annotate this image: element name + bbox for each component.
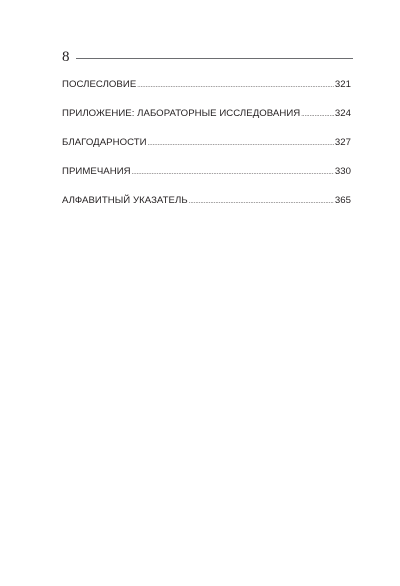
toc-dot-leader [132,166,334,180]
toc-entry-afterword[interactable] [62,78,351,92]
header-rule [76,58,353,59]
toc-entry-title: ПРИЛОЖЕНИЕ: ЛАБОРАТОРНЫЕ ИССЛЕДОВАНИЯ [62,108,301,119]
toc-entry-title: ПРИМЕЧАНИЯ [62,166,131,177]
toc-entry-acknowledgments[interactable] [62,136,351,150]
toc-dot-leader [148,137,334,151]
toc-entry-title: ПОСЛЕСЛОВИЕ [62,79,137,90]
toc-dot-leader [301,108,334,122]
table-of-contents [62,78,351,223]
toc-entry-page: 330 [334,166,351,177]
toc-dot-leader [137,79,334,93]
toc-entry-index[interactable] [62,194,351,208]
toc-entry-page: 327 [334,137,351,148]
toc-entry-page: 365 [334,195,351,206]
toc-entry-page: 324 [334,108,351,119]
toc-dot-leader [189,195,334,209]
toc-entry-appendix[interactable] [62,107,351,121]
toc-entry-page: 321 [334,79,351,90]
toc-entry-title: БЛАГОДАРНОСТИ [62,137,147,148]
toc-entry-title: АЛФАВИТНЫЙ УКАЗАТЕЛЬ [62,195,188,206]
toc-entry-notes[interactable] [62,165,351,179]
page-number: 8 [62,49,70,65]
